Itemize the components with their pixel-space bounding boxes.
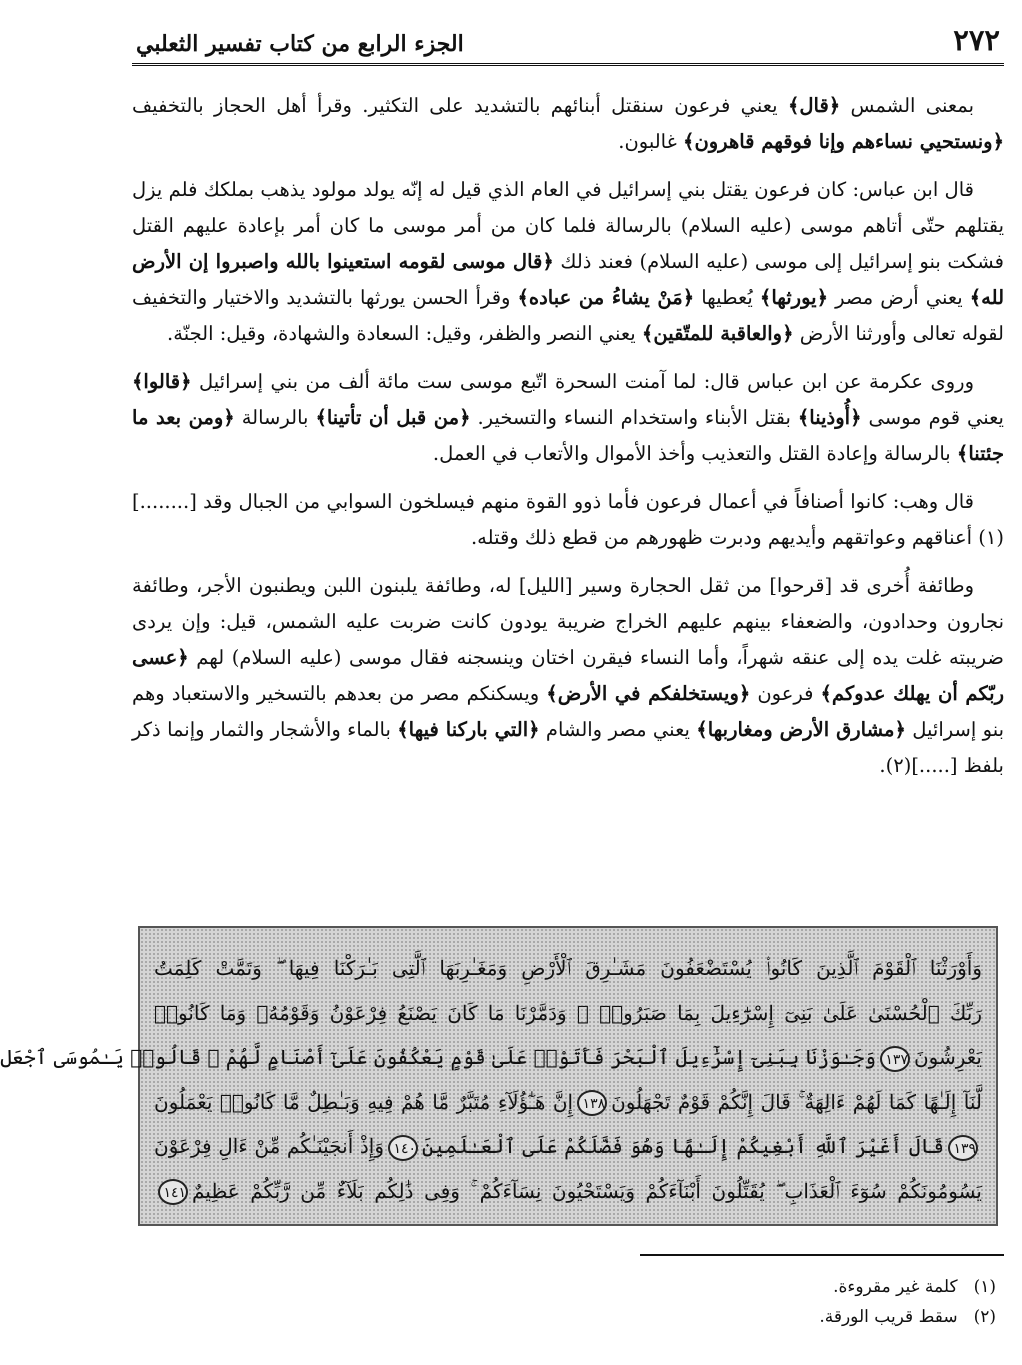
footnotes — [332, 1272, 996, 1332]
quoted-verse-text: ﴿قال﴾ — [787, 94, 841, 117]
commentary-text: بالماء والأشجار والثمار وإنما ذكر بلفظ [.....](٢). — [132, 718, 1004, 777]
paragraph — [132, 364, 1004, 472]
commentary-text: بالرسالة وإعادة القتل والتعذيب وأخذ الأموال والأتعاب في العمل. — [432, 442, 957, 465]
quoted-verse-text: ﴿ويستخلفكم في الأرض﴾ — [546, 682, 751, 705]
paragraph — [132, 568, 1004, 784]
commentary-text: يعني فرعون سنقتل أبنائهم بالتشديد على التكثير. وقرأ أهل الحجاز بالتخفيف — [132, 94, 788, 117]
footnote-number: (٢) — [973, 1307, 996, 1327]
commentary-text: بمعنى الشمس — [840, 94, 975, 117]
quran-line — [154, 991, 982, 1036]
verse-text: قَالَ أَغَيْرَ ٱللَّهِ أَبْغِيكُمْ إِلَـٰهًا وَهُوَ فَضَّلَكُمْ عَلَى ٱلْعَـٰلَمِينَ — [422, 1134, 944, 1158]
running-title: الجزء الرابع من كتاب تفسير الثعلبي — [136, 31, 464, 57]
footnote-number: (١) — [973, 1277, 996, 1297]
quran-line — [154, 1124, 982, 1169]
quran-line — [154, 1169, 982, 1214]
quoted-verse-text: ﴿والعاقبة للمتّقين﴾ — [641, 322, 794, 345]
verse-text: وَإِذْ أَنجَيْنَـٰكُم مِّنْ ءَالِ فِرْعَوْنَ — [154, 1134, 385, 1158]
page-header — [132, 14, 1004, 66]
quran-verses-box — [0, 926, 998, 1226]
ayah-number-marker: ١٣٨ — [577, 1090, 607, 1116]
commentary-text: بقتل الأبناء واستخدام النساء والتسخير. — [470, 406, 798, 429]
verse-text: وَأَوْرَثْنَا ٱلْقَوْمَ ٱلَّذِينَ كَانُوا۟ يُسْتَضْعَفُونَ مَشَـٰرِقَ ٱلْأَرْضِ وَمَغَـٰرِبَهَا ٱلَّتِى بَـٰرَكْنَا فِيهَا ۖ وَتَمَّتْ كَلِمَتُ — [154, 956, 982, 980]
quran-line — [154, 946, 982, 991]
commentary-text: قال وهب: كانوا أصنافاً في أعمال فرعون فأما ذوو القوة منهم فيسلخون السوابي من الجبال وقد [........](١) أعناقهم وعواتقهم وأيديهم ودبرت ظهورهم من قطع ذلك وقتله. — [132, 490, 1004, 549]
commentary-text: يعني أرض مصر — [828, 286, 970, 309]
commentary-text: وقرأ الحسن يورثها بالتشديد والاختيار والتخفيف لقوله تعالى وأورثنا الأرض — [132, 286, 1004, 345]
footnote-text: سقط قريب الورقة. — [819, 1307, 958, 1327]
footnote-text: كلمة غير مقروءة. — [833, 1277, 958, 1297]
commentary-text: يعني قوم موسى — [861, 406, 1004, 429]
verse-text: يَعْرِشُونَ — [913, 1045, 982, 1069]
quran-line — [154, 1080, 982, 1125]
quoted-verse-text: ﴿مَنْ يشاءُ من عباده﴾ — [517, 286, 695, 309]
ayah-number-marker: ١٤١ — [158, 1179, 188, 1205]
commentary-text: يُعطيها — [694, 286, 760, 309]
quran-line — [0, 1035, 982, 1080]
footnote-divider — [640, 1254, 1004, 1256]
commentary-text: يعني النصر والظفر، وقيل: السعادة والشهادة، وقيل: الجنّة. — [167, 322, 642, 345]
commentary-text: بالرسالة — [234, 406, 316, 429]
page-number: ٢٧٢ — [953, 23, 1000, 57]
quoted-verse-text: ﴿ونستحيي نساءهم وإنا فوقهم قاهرون﴾ — [683, 130, 1004, 153]
quoted-verse-text: ﴿التي باركنا فيها﴾ — [397, 718, 540, 741]
book-page — [0, 14, 1005, 1354]
commentary-text: ويسكنكم مصر من بعدهم بالتسخير والاستعباد وهم بنو إسرائيل — [132, 682, 1005, 741]
commentary-text: وطائفة أُخرى قد [قرحوا] من ثقل الحجارة وسير [الليل] له، وطائفة يلبنون اللبن ويطنبون الأجر، وطائفة نجارون وحدادون، والضعفاء بينهم عليهم الخراج ضريبة يودون كانت ضربت عليه الشمس، قيل: وإن يردى ضريبته غلت يده إلى عنقه شهراً، وأما النساء فيقرن اختان وينسجنه فقال موسى (عليه السلام) لهم — [132, 574, 1004, 669]
footnote-item — [332, 1272, 996, 1302]
quoted-verse-text: ﴿يورثها﴾ — [759, 286, 829, 309]
commentary-text: قال ابن عباس: كان فرعون يقتل بني إسرائيل في العام الذي قيل له إنّه يولد مولود يذهب بملكك فلم يزل يقتلهم حتّى أتاهم موسى (عليه السلام) بالرسالة فلما كان من أمر موسى ما كان أمر بإعادة عليهم القتل فشكت بنو إسرائيل إلى موسى (عليه السلام) فعند ذلك — [132, 178, 1004, 273]
verse-text: يَسُومُونَكُمْ سُوٓءَ ٱلْعَذَابِ ۖ يُقَتِّلُونَ أَبْنَآءَكُمْ وَيَسْتَحْيُونَ نِسَآءَكُمْ ۚ وَفِى ذَٰلِكُم بَلَآءٌ مِّن رَّبِّكُمْ عَظِيمٌ — [192, 1178, 982, 1203]
commentary-text: غالبون. — [618, 130, 684, 153]
ayah-number-marker: ١٣٧ — [880, 1046, 910, 1072]
quoted-verse-text: ﴿أُوذينا﴾ — [797, 406, 862, 429]
quoted-verse-text: ﴿مشارق الأرض ومغاربها﴾ — [696, 718, 906, 741]
footnote-item — [332, 1302, 996, 1332]
ayah-number-marker: ١٤٠ — [388, 1135, 418, 1161]
verse-text: إِنَّ هَـٰٓؤُلَآءِ مُتَبَّرٌ مَّا هُمْ فِيهِ وَبَـٰطِلٌ مَّا كَانُوا۟ يَعْمَلُونَ — [154, 1089, 574, 1114]
verse-text: لَّنَآ إِلَـٰهًا كَمَا لَهُمْ ءَالِهَةٌ ۚ قَالَ إِنَّكُمْ قَوْمٌ تَجْهَلُونَ — [611, 1089, 982, 1114]
commentary-text: وروى عكرمة عن ابن عباس قال: لما آمنت السحرة اتّبع موسى ست مائة ألف من بني إسرائيل — [191, 370, 974, 393]
commentary-body — [132, 88, 1004, 784]
commentary-text: يعني مصر والشام — [539, 718, 697, 741]
commentary-text: فرعون — [750, 682, 821, 705]
quoted-verse-text: ﴿قالوا﴾ — [132, 370, 192, 393]
verse-text: رَبِّكَ ٱلْحُسْنَىٰ عَلَىٰ بَنِىٓ إِسْرَٰٓءِيلَ بِمَا صَبَرُوا۟ ۖ وَدَمَّرْنَا مَا كَانَ يَصْنَعُ فِرْعَوْنُ وَقَوْمُهُۥ وَمَا كَانُوا۟ — [154, 1000, 982, 1025]
verse-text: وَجَـٰوَزْنَا بِبَنِىٓ إِسْرَٰٓءِيلَ ٱلْبَحْرَ فَأَتَوْا۟ عَلَىٰ قَوْمٍ يَعْكُفُونَ عَلَىٰٓ أَصْنَامٍ لَّهُمْ ۚ قَالُوا۟ يَـٰمُوسَى ٱجْعَل — [0, 1045, 876, 1069]
quoted-verse-text: ﴿قال موسى لقومه استعينوا بالله واصبروا إن الأرض لله﴾ — [132, 250, 1005, 309]
paragraph — [132, 172, 1004, 352]
paragraph — [132, 88, 1004, 160]
ayah-number-marker: ١٣٩ — [948, 1135, 978, 1161]
quoted-verse-text: ﴿عسى ربّكم أن يهلك عدوكم﴾ — [132, 646, 1005, 705]
quoted-verse-text: ﴿من قبل أن تأتينا﴾ — [315, 406, 471, 429]
paragraph — [132, 484, 1004, 556]
quoted-verse-text: ﴿ومن بعد ما جئتنا﴾ — [132, 406, 1004, 465]
